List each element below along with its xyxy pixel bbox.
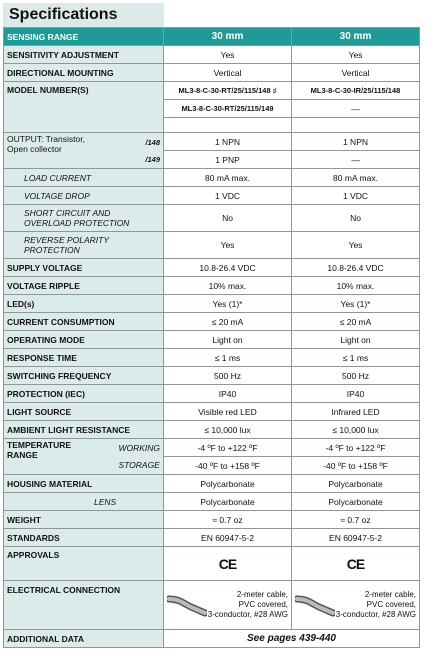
output-tag-149: /149: [145, 154, 160, 164]
spec-table: [3, 27, 420, 648]
row-label: AMBIENT LIGHT RESISTANCE: [4, 421, 164, 439]
cell: Vertical: [292, 64, 420, 82]
cell: [164, 118, 292, 133]
cell: Infrared LED: [292, 403, 420, 421]
cell: ≤ 1 ms: [164, 349, 292, 367]
row-label: APPROVALS: [4, 547, 164, 581]
table-row: [4, 187, 420, 205]
table-row: [4, 277, 420, 295]
row-label: LOAD CURRENT: [4, 169, 164, 187]
cell: ≤ 10,000 lux: [292, 421, 420, 439]
cell: 10.8-26.4 VDC: [164, 259, 292, 277]
cell: Light on: [164, 331, 292, 349]
page-title: Specifications: [3, 3, 164, 27]
cell: -4 ºF to +122 ºF: [164, 439, 292, 457]
cell: Yes (1)*: [164, 295, 292, 313]
table-row: [4, 82, 420, 100]
table-row: [4, 385, 420, 403]
cell: Polycarbonate: [292, 493, 420, 511]
cable-icon: [295, 593, 335, 617]
cable-line-2: PVC covered,: [238, 600, 288, 609]
cell: Polycarbonate: [164, 475, 292, 493]
header-row: [4, 28, 420, 46]
cell: 10.8-26.4 VDC: [292, 259, 420, 277]
cell: 80 mA max.: [164, 169, 292, 187]
cell: ML3-8-C-30-IR/25/115/148: [292, 82, 420, 100]
cell: -40 ºF to +158 ºF: [164, 457, 292, 475]
row-label: MODEL NUMBER(S): [4, 82, 164, 133]
cell: [292, 547, 420, 581]
cell: 1 VDC: [164, 187, 292, 205]
table-row: [4, 259, 420, 277]
header-label: SENSING RANGE: [4, 28, 164, 46]
table-row: [4, 205, 420, 232]
cell: No: [292, 205, 420, 232]
row-label: RESPONSE TIME: [4, 349, 164, 367]
header-col2: 30 mm: [292, 28, 420, 46]
cell: —: [292, 151, 420, 169]
output-tag-148: /148: [145, 137, 160, 147]
table-row: [4, 581, 420, 630]
temp-sub-working: WORKING: [118, 443, 160, 453]
cell: 1 NPN: [164, 133, 292, 151]
table-row: [4, 403, 420, 421]
cell: [164, 581, 292, 630]
cell: 1 NPN: [292, 133, 420, 151]
row-label: CURRENT CONSUMPTION: [4, 313, 164, 331]
table-row: [4, 313, 420, 331]
row-label: SWITCHING FREQUENCY: [4, 367, 164, 385]
table-row: [4, 511, 420, 529]
cell: 10% max.: [164, 277, 292, 295]
table-row: [4, 475, 420, 493]
row-label: REVERSE POLARITY PROTECTION: [4, 232, 164, 259]
table-row: [4, 630, 420, 648]
table-row: [4, 64, 420, 82]
cell: 1 VDC: [292, 187, 420, 205]
cell: ML3-8-C-30-RT/25/115/148 ♯: [164, 82, 292, 100]
cell: 500 Hz: [292, 367, 420, 385]
row-label: OPERATING MODE: [4, 331, 164, 349]
row-label: SENSITIVITY ADJUSTMENT: [4, 46, 164, 64]
cell: [292, 118, 420, 133]
table-row: [4, 169, 420, 187]
row-label: LIGHT SOURCE: [4, 403, 164, 421]
table-row: [4, 421, 420, 439]
ce-mark-icon: CE: [346, 555, 365, 572]
cell: Yes: [292, 232, 420, 259]
cell: ML3-8-C-30-RT/25/115/149: [164, 100, 292, 118]
cell: Light on: [292, 331, 420, 349]
cell: 500 Hz: [164, 367, 292, 385]
cell: Polycarbonate: [164, 493, 292, 511]
cable-line-3: 3-conductor, #28 AWG: [335, 610, 416, 619]
cable-line-1: 2-meter cable,: [236, 590, 288, 599]
ce-mark-icon: CE: [218, 555, 237, 572]
row-label: DIRECTIONAL MOUNTING: [4, 64, 164, 82]
cell: ≈ 0.7 oz: [292, 511, 420, 529]
cable-line-1: 2-meter cable,: [364, 590, 416, 599]
table-row: [4, 331, 420, 349]
cell: Yes (1)*: [292, 295, 420, 313]
cell: IP40: [292, 385, 420, 403]
cell: Vertical: [164, 64, 292, 82]
cell: ≤ 1 ms: [292, 349, 420, 367]
row-label: SUPPLY VOLTAGE: [4, 259, 164, 277]
cell: [292, 581, 420, 630]
row-label: HOUSING MATERIAL: [4, 475, 164, 493]
row-label: SHORT CIRCUIT AND OVERLOAD PROTECTION: [4, 205, 164, 232]
cable-line-3: 3-conductor, #28 AWG: [207, 610, 288, 619]
table-row: [4, 295, 420, 313]
row-label: ADDITIONAL DATA: [4, 630, 164, 648]
cell: Yes: [164, 46, 292, 64]
table-row: [4, 367, 420, 385]
row-label: ELECTRICAL CONNECTION: [4, 581, 164, 630]
output-label-cell: [4, 133, 164, 169]
cable-icon: [167, 593, 207, 617]
cell: -4 ºF to +122 ºF: [292, 439, 420, 457]
spec-sheet: [3, 3, 419, 648]
row-label: LENS: [4, 493, 164, 511]
cable-line-2: PVC covered,: [366, 600, 416, 609]
temp-sub-storage: STORAGE: [118, 460, 160, 470]
table-row: [4, 46, 420, 64]
row-label: STANDARDS: [4, 529, 164, 547]
cell: ≤ 10,000 lux: [164, 421, 292, 439]
cell: -40 ºF to +158 ºF: [292, 457, 420, 475]
cell: EN 60947-5-2: [164, 529, 292, 547]
cell: ≤ 20 mA: [292, 313, 420, 331]
row-label: LED(s): [4, 295, 164, 313]
additional-data-link: See pages 439-440: [164, 630, 420, 648]
header-col1: 30 mm: [164, 28, 292, 46]
cell: Yes: [164, 232, 292, 259]
row-label: VOLTAGE DROP: [4, 187, 164, 205]
cell: ≈ 0.7 oz: [164, 511, 292, 529]
table-row: [4, 349, 420, 367]
row-label: VOLTAGE RIPPLE: [4, 277, 164, 295]
cell: —: [292, 100, 420, 118]
cell: Polycarbonate: [292, 475, 420, 493]
table-row: [4, 493, 420, 511]
row-label: OUTPUT: Transistor, Open collector: [7, 133, 85, 154]
cell: EN 60947-5-2: [292, 529, 420, 547]
table-row: [4, 232, 420, 259]
cell: ≤ 20 mA: [164, 313, 292, 331]
table-row: [4, 547, 420, 581]
table-row: [4, 133, 420, 151]
cell: 1 PNP: [164, 151, 292, 169]
row-label: TEMPERATURE RANGE: [7, 439, 72, 460]
cell: [164, 547, 292, 581]
row-label: WEIGHT: [4, 511, 164, 529]
cell: 80 mA max.: [292, 169, 420, 187]
temperature-label-cell: [4, 439, 164, 475]
row-label: PROTECTION (IEC): [4, 385, 164, 403]
cell: IP40: [164, 385, 292, 403]
cell: 10% max.: [292, 277, 420, 295]
table-row: [4, 529, 420, 547]
table-row: [4, 439, 420, 457]
cell: Visible red LED: [164, 403, 292, 421]
cell: No: [164, 205, 292, 232]
cell: Yes: [292, 46, 420, 64]
